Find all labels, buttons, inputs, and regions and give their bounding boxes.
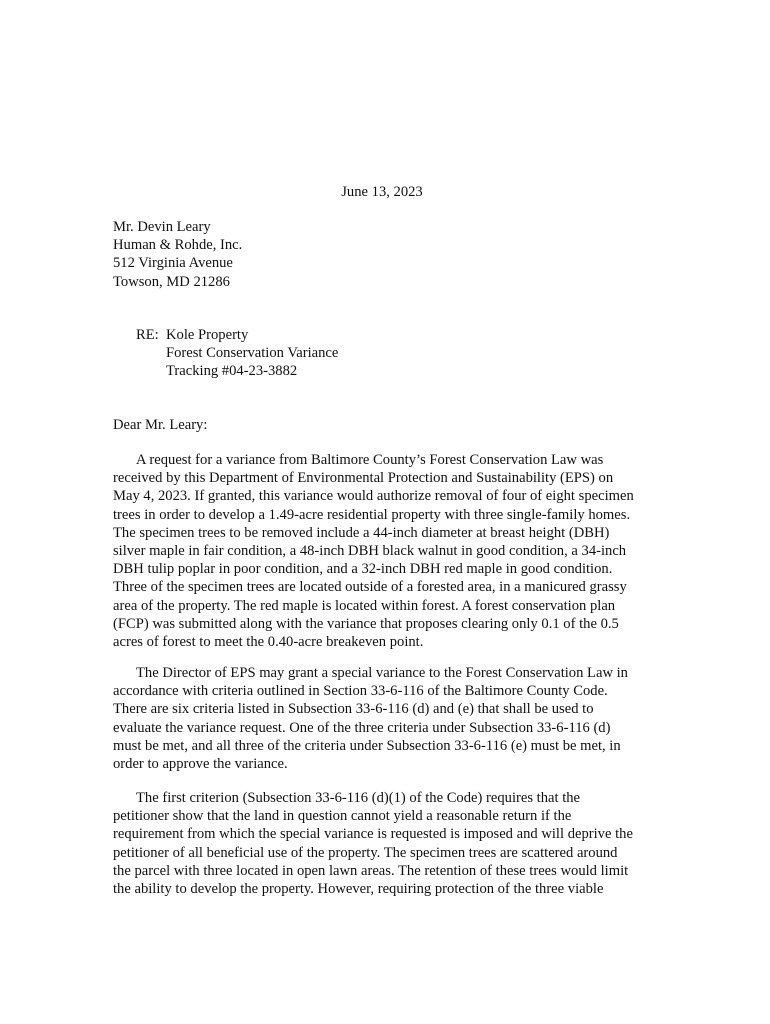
paragraph-line: petitioner of all beneficial use of the property. The specimen trees are scattered around <box>113 844 618 861</box>
paragraph-line: The Director of EPS may grant a special variance to the Forest Conservation Law in <box>136 665 628 681</box>
salutation: Dear Mr. Leary: <box>113 417 208 433</box>
paragraph-line: The specimen trees to be removed include a 44-inch diameter at breast height (DBH) <box>113 524 610 541</box>
re-line: Forest Conservation Variance <box>166 345 339 362</box>
re-block <box>136 326 338 381</box>
paragraph-line: must be met, and all three of the criteria under Subsection 33-6-116 (e) must be met, in <box>113 737 621 754</box>
re-label: RE: <box>136 327 159 343</box>
paragraph-line: requirement from which the special variance is requested is imposed and will deprive the <box>113 826 633 843</box>
re-line: Tracking #04-23-3882 <box>166 363 298 380</box>
paragraph-line: trees in order to develop a 1.49-acre residential property with three single-family homes. <box>113 506 631 523</box>
paragraph-line: order to approve the variance. <box>113 756 288 773</box>
paragraph-line: The first criterion (Subsection 33-6-116 (d)(1) of the Code) requires that the <box>136 790 581 806</box>
paragraph-line: the ability to develop the property. However, requiring protection of the three viable <box>113 881 604 898</box>
re-subject <box>166 326 338 381</box>
paragraph-line: There are six criteria listed in Subsection 33-6-116 (d) and (e) that shall be used to <box>113 701 594 718</box>
recipient-company: Human & Rohde, Inc. <box>113 237 243 254</box>
paragraph-line: the parcel with three located in open lawn areas. The retention of these trees would limit <box>113 862 629 879</box>
paragraph-line: acres of forest to meet the 0.40-acre breakeven point. <box>113 634 424 651</box>
recipient-street: 512 Virginia Avenue <box>113 255 233 272</box>
paragraph-line: area of the property. The red maple is located within forest. A forest conservation plan <box>113 597 616 614</box>
recipient-name: Mr. Devin Leary <box>113 219 211 235</box>
paragraph-line: May 4, 2023. If granted, this variance would authorize removal of four of eight specimen <box>113 488 634 505</box>
paragraph-line: Three of the specimen trees are located outside of a forested area, in a manicured grassy <box>113 579 627 596</box>
paragraph-line: received by this Department of Environmental Protection and Sustainability (EPS) on <box>113 470 614 487</box>
body-paragraph <box>113 789 658 898</box>
paragraph-line: accordance with criteria outlined in Section 33-6-116 of the Baltimore County Code. <box>113 683 608 700</box>
paragraph-line: evaluate the variance request. One of the three criteria under Subsection 33-6-116 (d) <box>113 719 611 736</box>
paragraph-line: silver maple in fair condition, a 48-inch DBH black walnut in good condition, a 34-inch <box>113 543 627 560</box>
body-paragraph <box>113 664 658 773</box>
paragraph-line: A request for a variance from Baltimore County’s Forest Conservation Law was <box>136 452 604 468</box>
paragraph-line: petitioner show that the land in question cannot yield a reasonable return if the <box>113 808 572 825</box>
body-paragraph <box>113 451 658 651</box>
paragraph-line: (FCP) was submitted along with the variance that proposes clearing only 0.1 of the 0.5 <box>113 615 619 632</box>
re-line: Kole Property <box>166 327 249 343</box>
paragraph-line: DBH tulip poplar in poor condition, and a 32-inch DBH red maple in good condition. <box>113 561 613 578</box>
recipient-city: Towson, MD 21286 <box>113 273 230 290</box>
letter-date: June 13, 2023 <box>341 184 423 200</box>
recipient-address <box>113 218 242 291</box>
